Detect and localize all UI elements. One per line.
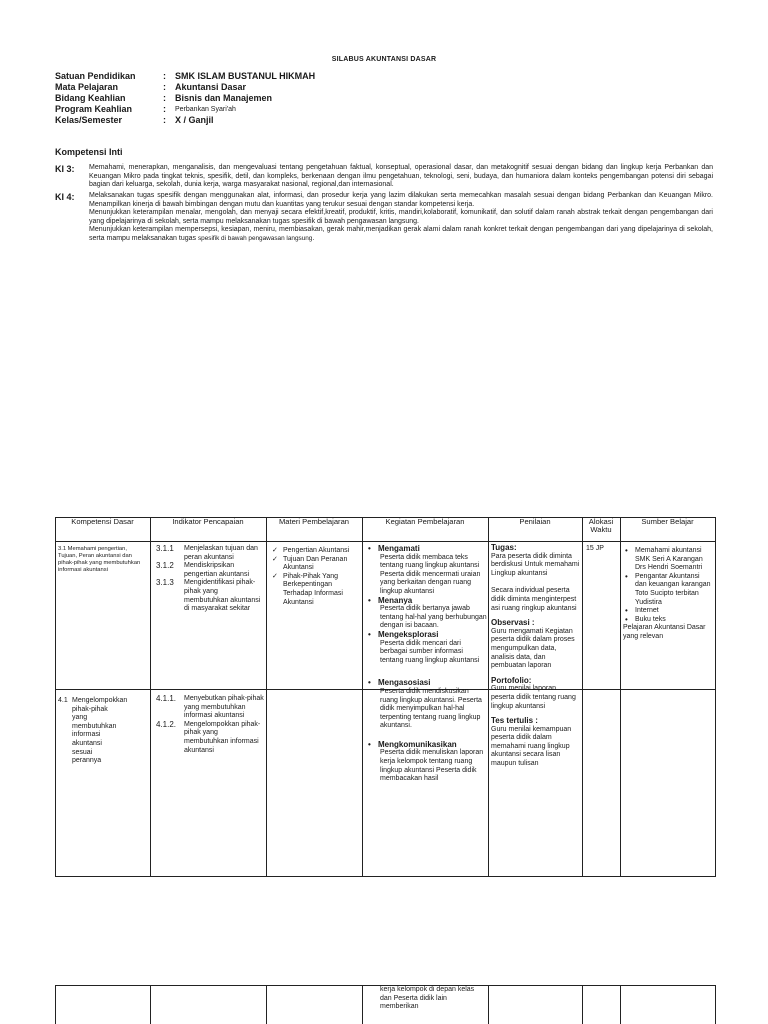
penilaian-type: Observasi : bbox=[491, 618, 535, 628]
ki4-paragraph-1: Melaksanakan tugas spesifik dengan menggunakan alat, informasi, dan prosedur kerja yang lazim dilakukan serta memecahkan masalah sesuai dengan bidang Perbankan dan Keuangan Mikro. Menampilkan kinerja di bawah bimbingan dengan mutu dan kuantitas yang terukur sesuai dengan standar kompetensi kerja. bbox=[89, 192, 713, 208]
kegiatan-step-title: • Mengamati bbox=[366, 545, 488, 554]
identity-label: Mata Pelajaran bbox=[55, 82, 119, 92]
identity-row bbox=[55, 82, 455, 93]
penilaian-type: Tugas: bbox=[491, 543, 517, 552]
penilaian-description: Guru menilai kemampuan peserta didik dalam memahami ruang lingkup akuntansi secara lisan maupun tulisan bbox=[491, 725, 572, 768]
kegiatan-continued: kerja kelompok di depan kelas dan Peserta didik lain memberikan bbox=[380, 986, 475, 1011]
kegiatan-step-body: Peserta didik membaca teks tentang ruang lingkup akuntansi Peserta didik mencermati uraian yang berkaitan dengan ruang lingkup akuntansi bbox=[380, 553, 481, 595]
identity-separator: : bbox=[163, 93, 166, 103]
indikator-text: Mengelompokkan pihak- pihak yang membutuhkan informasi akuntansi bbox=[184, 720, 261, 754]
kd-4-1-number: 4.1 bbox=[58, 697, 68, 704]
kd-3-1: 3.1 Memahami pengertian, Tujuan, Peran akuntansi dan pihak-pihak yang membutuhkan informasi akuntansi bbox=[58, 546, 141, 573]
identity-label: Bidang Keahlian bbox=[55, 93, 126, 103]
indikator-item bbox=[156, 721, 264, 755]
kegiatan-step-title: • Menanya bbox=[366, 597, 488, 606]
penilaian-description: Guru menilai laporan peserta didik tentang ruang lingkup akuntansi bbox=[491, 685, 576, 710]
page-title: SILABUS AKUNTANSI DASAR bbox=[331, 56, 437, 63]
header-materi: Materi Pembelajaran bbox=[278, 517, 350, 526]
indikator-item bbox=[156, 562, 264, 579]
kegiatan-step bbox=[366, 631, 488, 665]
sumber-item: • Memahami akuntansi SMK Seri A Karangan Drs Hendri Soemantri bbox=[623, 547, 713, 573]
identity-row bbox=[55, 115, 455, 126]
penilaian-description: Guru mengamati Kegiatan peserta didik dalam proses mengumpulkan data, analisis data, dan pembuatan laporan bbox=[491, 627, 575, 670]
identity-table bbox=[55, 71, 455, 126]
identity-separator: : bbox=[163, 71, 166, 81]
indikator-item bbox=[156, 695, 264, 721]
identity-value: SMK ISLAM BUSTANUL HIKMAH bbox=[175, 71, 316, 81]
indikator-text: Menjelaskan tujuan dan peran akuntansi bbox=[184, 545, 258, 561]
sumber-item: • Buku teks bbox=[623, 616, 713, 625]
kegiatan-step-title: • Mengkomunikasikan bbox=[366, 741, 488, 750]
kompetensi-inti-heading: Kompetensi Inti bbox=[55, 147, 123, 157]
header-kegiatan: Kegiatan Pembelajaran bbox=[385, 517, 465, 526]
ki4-paragraph-3c: . bbox=[312, 234, 315, 242]
indikator-item bbox=[156, 579, 264, 613]
header-alokasi: Alokasi bbox=[588, 517, 614, 526]
identity-label: Kelas/Semester bbox=[55, 115, 123, 125]
indikator-item bbox=[156, 545, 264, 562]
ki4-paragraph-3 bbox=[89, 226, 713, 243]
header-kompetensi-dasar: Kompetensi Dasar bbox=[71, 517, 134, 526]
indikator-text: Mendiskripsikan pengertian akuntansi bbox=[184, 562, 249, 578]
indikator-text: Menyebutkan pihak-pihak yang membutuhkan informasi akuntansi bbox=[184, 695, 264, 720]
indikator-number: 4.1.1. bbox=[156, 694, 177, 703]
indikator-4 bbox=[156, 695, 264, 755]
identity-value: X / Ganjil bbox=[175, 115, 214, 125]
identity-value: Bisnis dan Manajemen bbox=[175, 93, 273, 103]
indikator-number: 3.1.1 bbox=[156, 544, 174, 553]
penilaian-description: Para peserta didik diminta berdiskusi Untuk memahami Lingkup akuntansi bbox=[491, 552, 580, 577]
ki4-row bbox=[55, 192, 713, 262]
ki3-row bbox=[55, 164, 713, 194]
kegiatan-step-body: Peserta didik mendiskusikan ruang lingkup akuntansi. Peserta didik menyimpulkan hal-hal terpenting tentang ruang lingkup akuntansi. bbox=[380, 687, 482, 730]
identity-separator: : bbox=[163, 115, 166, 125]
alokasi-waktu: 15 JP bbox=[586, 545, 604, 552]
sumber-item: • Pengantar Akuntansi dan keuangan karangan Toto Sucipto terbitan Yudistira bbox=[623, 573, 713, 607]
header-sumber-belajar: Sumber Belajar bbox=[641, 517, 694, 526]
ki4-paragraph-3a: Menunjukkan keterampilan mempersepsi, kesiapan, meniru, membiasakan, gerak mahir,menjadikan gerak alami dalam ranah konkret terkait dengan pengembangan dari yang dipelajarinya di sekolah, serta mampu melaksanakan tugas bbox=[89, 226, 713, 242]
sumber-belajar-extra: Pelajaran Akuntansi Dasar yang relevan bbox=[623, 624, 706, 640]
identity-value: Perbankan Syari'ah bbox=[175, 106, 236, 113]
indikator-text: Mengidentifikasi pihak-pihak yang membutuhkan akuntansi di masyarakat sekitar bbox=[184, 579, 261, 613]
materi-pembelajaran bbox=[269, 547, 361, 607]
identity-row bbox=[55, 104, 455, 115]
identity-label: Satuan Pendidikan bbox=[55, 71, 136, 81]
kegiatan-step bbox=[366, 741, 488, 784]
header-indikator: Indikator Pencapaian bbox=[172, 517, 244, 526]
kegiatan-step bbox=[366, 597, 488, 631]
penilaian-description: Secara individual peserta didik diminta menginterpest asi ruang ringkup akuntansi bbox=[491, 587, 577, 612]
kegiatan-step bbox=[366, 545, 488, 597]
ki4-paragraph-3b: spesifik di bawah pengawasan langsung bbox=[197, 234, 313, 242]
ki4-label: KI 4: bbox=[55, 192, 75, 202]
syllabus-table-continued bbox=[55, 985, 716, 1024]
identity-separator: : bbox=[163, 104, 166, 114]
kegiatan-step-title: • Mengeksplorasi bbox=[366, 631, 488, 640]
kd-4-1-text: Mengelompokkan pihak-pihak yang membutuhkan informasi akuntansi sesuai perannya bbox=[72, 697, 128, 765]
kd-4-1 bbox=[58, 697, 148, 766]
kegiatan-step-body: Peserta didik bertanya jawab tentang hal-hal yang berhubungan dengan isi bacaan. bbox=[380, 605, 487, 630]
indikator-number: 3.1.3 bbox=[156, 578, 174, 588]
ki3-text bbox=[89, 164, 713, 190]
kegiatan-step bbox=[366, 679, 488, 731]
identity-row bbox=[55, 71, 455, 82]
identity-separator: : bbox=[163, 82, 166, 92]
indikator-number: 3.1.2 bbox=[156, 561, 174, 571]
identity-label: Program Keahlian bbox=[55, 104, 133, 114]
penilaian bbox=[491, 544, 581, 769]
ki3-label: KI 3: bbox=[55, 164, 75, 174]
kegiatan-step-body: Peserta didik menuliskan laporan kerja kelompok tentang ruang lingkup akuntansi Peserta didik membacakan hasil bbox=[380, 749, 484, 783]
penilaian-type: Portofolio: bbox=[491, 675, 532, 685]
header-alokasi-waktu bbox=[582, 518, 620, 534]
penilaian-type: Tes tertulis : bbox=[491, 716, 538, 726]
sumber-belajar bbox=[623, 547, 713, 642]
identity-row bbox=[55, 93, 455, 104]
header-waktu: Waktu bbox=[590, 525, 612, 534]
ki4-text bbox=[89, 192, 713, 244]
indikator-number: 4.1.2. bbox=[156, 719, 177, 729]
syllabus-table bbox=[55, 517, 716, 877]
indikator-3 bbox=[156, 545, 264, 614]
sumber-item: • Internet bbox=[623, 607, 713, 616]
ki4-paragraph-2: Menunjukkan keterampilan menalar, mengolah, dan menyaji secara efektif,kreatif, produktif, kritis, mandiri,kolaboratif, komunikatif, dan solutif dalam ranah abstrak terkait dengan pengembangan dari yang dipelajarinya di sekolah, serta mampu melaksanakan tugas spesifik di bawah pengawasan langsung. bbox=[89, 209, 713, 225]
header-penilaian: Penilaian bbox=[519, 517, 551, 526]
kegiatan-step-title: • Mengasosiasi bbox=[366, 679, 488, 688]
identity-value: Akuntansi Dasar bbox=[175, 82, 247, 92]
materi-item: ✓ Pihak-Pihak Yang Berkepentingan Terhadap Informasi Akuntansi bbox=[269, 573, 361, 607]
kegiatan-pembelajaran bbox=[366, 545, 488, 784]
ki3-paragraph: Memahami, menerapkan, menganalisis, dan mengevaluasi tentang pengetahuan faktual, konseptual, operasional dasar, dan metakognitif sesuai dengan bidang dan lingkup kerja Perbankan dan Keuangan Mikro pada tingkat teknis, spesifik, detil, dan kompleks, berkenaan dengan ilmu pengetahuan, teknologi, seni, budaya, dan humaniora dalam konteks pengembangan potensi diri sebagai bagian dari keluarga, sekolah, dunia kerja, warga masyarakat nasional, regional,dan internasional. bbox=[89, 164, 713, 189]
kegiatan-step-body: Peserta didik mencari dari berbagai sumber informasi tentang ruang lingkup akuntansi bbox=[380, 639, 480, 664]
materi-item: ✓ Pengertian Akuntansi bbox=[269, 547, 361, 556]
materi-item: ✓ Tujuan Dan Peranan Akuntansi bbox=[269, 556, 361, 573]
